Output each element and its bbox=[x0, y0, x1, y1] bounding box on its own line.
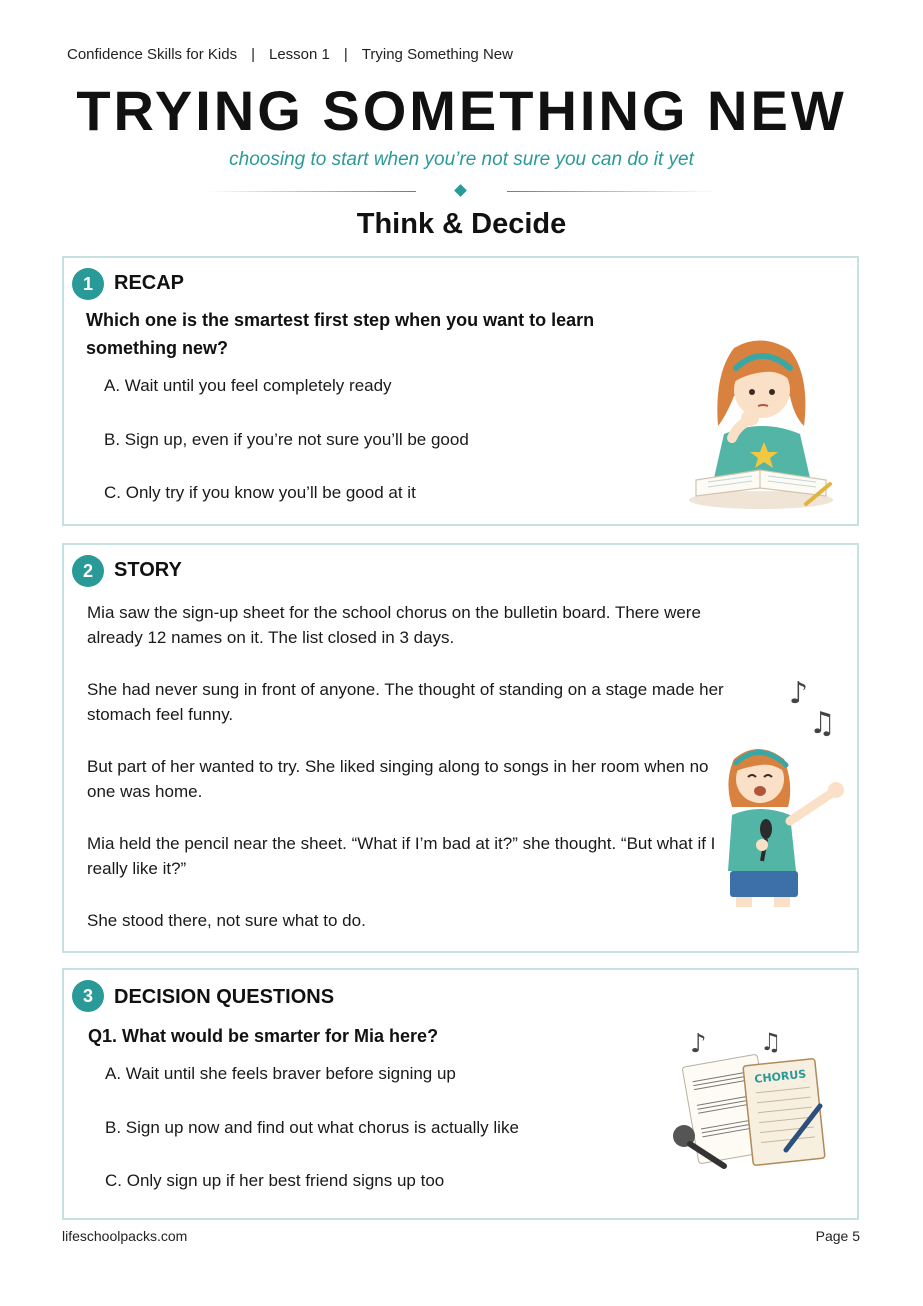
decision-question: Q1. What would be smarter for Mia here? bbox=[88, 1026, 439, 1046]
chorus-sheet-label: CHORUS bbox=[753, 1067, 807, 1086]
breadcrumb bbox=[67, 46, 513, 63]
diamond-icon bbox=[454, 184, 467, 197]
page-title: TRYING SOMETHING NEW bbox=[76, 79, 847, 142]
story-paragraph: But part of her wanted to try. She liked singing along to songs in her room when no one was home. bbox=[87, 757, 709, 801]
recap-card bbox=[62, 256, 859, 526]
divider-line-right bbox=[507, 191, 718, 192]
story-title: STORY bbox=[114, 559, 182, 581]
chorus-sheet-illustration bbox=[670, 1026, 830, 1171]
recap-number-badge: 1 bbox=[72, 268, 104, 300]
ornamental-divider bbox=[205, 184, 718, 200]
footer-site: lifeschoolpacks.com bbox=[62, 1228, 188, 1244]
breadcrumb-course: Confidence Skills for Kids bbox=[67, 46, 238, 63]
breadcrumb-topic: Trying Something New bbox=[361, 46, 513, 63]
decision-option-b: B. Sign up now and find out what chorus is actually like bbox=[105, 1118, 519, 1137]
svg-text:♫: ♫ bbox=[809, 706, 836, 741]
breadcrumb-lesson: Lesson 1 bbox=[268, 46, 330, 63]
story-paragraph: Mia held the pencil near the sheet. “What if I’m bad at it?” she thought. “But what if I really like it?” bbox=[87, 834, 716, 878]
thinking-girl-illustration bbox=[686, 338, 836, 513]
story-paragraph: She stood there, not sure what to do. bbox=[87, 911, 366, 930]
story-number-badge: 2 bbox=[72, 555, 104, 587]
svg-text:♪: ♪ bbox=[690, 1029, 707, 1059]
breadcrumb-separator: | bbox=[343, 46, 348, 63]
page-subtitle: choosing to start when you’re not sure you can do it yet bbox=[229, 149, 694, 170]
decision-number-badge: 3 bbox=[72, 980, 104, 1012]
story-card bbox=[62, 543, 859, 953]
recap-question-line: something new? bbox=[86, 338, 229, 358]
recap-option-c: C. Only try if you know you’ll be good at it bbox=[104, 483, 416, 502]
decision-title: DECISION QUESTIONS bbox=[114, 986, 335, 1008]
singing-girl-illustration bbox=[714, 675, 854, 915]
story-paragraph: Mia saw the sign-up sheet for the school chorus on the bulletin board. There were already 12 names on it. The list closed in 3 days. bbox=[87, 603, 701, 647]
svg-text:♫: ♫ bbox=[760, 1028, 782, 1056]
decision-option-c: C. Only sign up if her best friend signs up too bbox=[105, 1171, 445, 1190]
breadcrumb-separator: | bbox=[251, 46, 255, 63]
recap-option-a: A. Wait until you feel completely ready bbox=[104, 376, 392, 395]
footer-page-number: Page 5 bbox=[815, 1228, 860, 1244]
recap-option-b: B. Sign up, even if you’re not sure you’ll be good bbox=[104, 430, 469, 449]
decision-card bbox=[62, 968, 859, 1220]
story-paragraph: She had never sung in front of anyone. The thought of standing on a stage made her stomach feel funny. bbox=[87, 680, 724, 724]
section-heading: Think & Decide bbox=[356, 208, 567, 240]
recap-question-line: Which one is the smartest first step when you want to learn bbox=[86, 310, 595, 330]
decision-option-a: A. Wait until she feels braver before signing up bbox=[105, 1064, 456, 1083]
svg-text:♪: ♪ bbox=[789, 676, 809, 711]
recap-title: RECAP bbox=[114, 272, 185, 294]
recap-question bbox=[86, 306, 646, 362]
divider-line-left bbox=[205, 191, 416, 192]
